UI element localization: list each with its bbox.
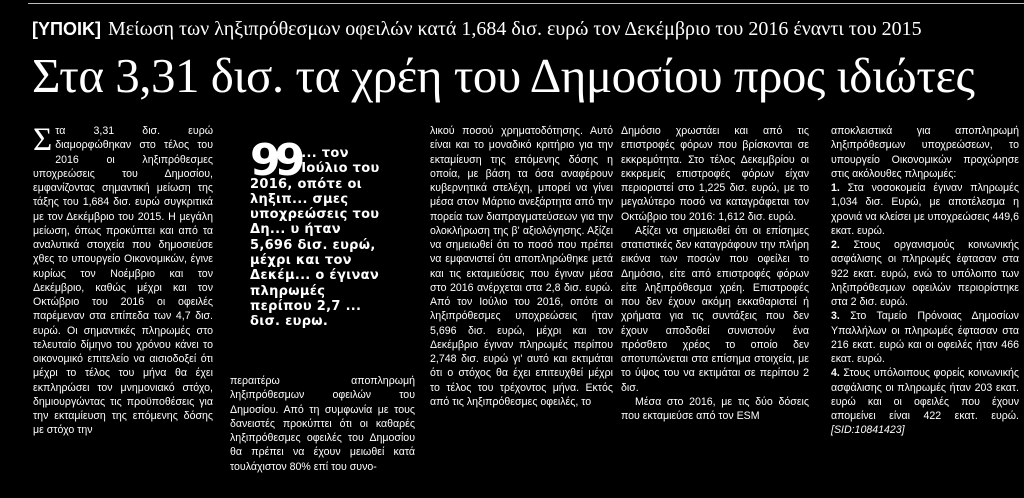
- paragraph: Μέσα στο 2016, με τις δύο δόσεις που εκταμιεύσε από τον ESM: [621, 395, 809, 422]
- kicker: [32, 16, 1017, 42]
- pull-quote-text: ... τον Ιούλιο του 2016, οπότε οι ληξιπ... σμες υποχρεώσεις του Δη... υ ήταν 5,696 δισ. ευρώ, μέχρι και τον Δεκέμ... ο έγιναν πληρωμές περίπου 2,7 ... δισ. ευρω.: [250, 146, 380, 330]
- list-number: 2.: [831, 239, 840, 251]
- lead-paragraph: [33, 124, 213, 438]
- section-tag: [ΥΠΟΙΚ]: [32, 19, 101, 39]
- list-item-text: Στους υπόλοιπους φορείς κοινωνικής ασφάλισης οι πληρωμές ήταν 203 εκατ. ευρώ και οι οφειλές που έχουν απομείνει είναι 422 εκατ. ευρώ.: [831, 367, 1020, 422]
- headline: Στα 3,31 δισ. τα χρέη του Δημοσίου προς ιδιώτες: [32, 48, 975, 103]
- list-item: [831, 181, 1019, 238]
- paragraph: Δημόσιο χρωστάει και από τις επιστροφές φόρων που βρίσκονται σε εκκρεμότητα. Στο τέλος Δεκεμβρίου οι εκκρεμείς επιστροφές φόρων είχαν περιοριστεί στο 1,225 δισ. ευρώ, με το μεγαλύτερο ποσό να καταγράφεται τον Οκτώβριο του 2016: 1,612 δισ. ευρώ.: [621, 125, 809, 223]
- pull-quote: [250, 135, 380, 330]
- list-number: 4.: [831, 367, 840, 380]
- article-column-4: [621, 124, 809, 423]
- list-number: 1.: [831, 182, 840, 194]
- source-id: [SID:10841423]: [831, 424, 905, 437]
- lead-text: τα 3,31 δισ. ευρώ διαμορφώθηκαν στο τέλος του 2016 οι ληξιπρόθεσμες υποχρεώσεις του Δημοσίου, εμφανίζοντας σημαντική μείωση της τάξης του 1,684 δισ. ευρώ συγκριτικά με τον Δεκέμβριο του 2015. Η μεγάλη μείωση, όπως προκύπτει και από τα αναλυτικά στοιχεία που δημοσιεύσε χθες το υπουργείο Οικονομικών, έγινε κυρίως τον Νοέμβριο και τον Δεκέμβριο, καθώς μέχρι και τον Οκτώβριο του 2016 οι οφειλές παρέμεναν στα επίπεδα των 4,7 δισ. ευρώ. Οι σημαντικές πληρωμές στο τελευταίο δίμηνο του χρόνου κάνει το οικονομικό επιτελείο να αισιοδοξεί ότι μέχρι το τέλος του μήνα θα έχει εκπληρώσει τον μνημονιακό στόχο, δημιουργώντας τις προϋποθέσεις για την εκταμίευση της επόμενης δόσης με στόχο την: [33, 125, 213, 437]
- list-item: [831, 309, 1019, 366]
- paragraph: περαιτέρω αποπληρωμή ληξιπρόθεσμων οφειλών του Δημοσίου. Από τη συμφωνία με τους δανειστές προκύπτει ότι οι καθαρές ληξιπρόθεσμες οφειλές του Δημοσίου θα πρέπει να έχουν μειωθεί κατά τουλάχιστον 80% επί του συνο-: [230, 375, 415, 473]
- paragraph: αποκλειστικά για αποπληρωμή ληξιπρόθεσμων υποχρεώσεων, το υπουργείο Οικονομικών προχώρησε στις ακόλουθες πληρωμές:: [831, 125, 1019, 180]
- list-number: 3.: [831, 310, 840, 323]
- quote-mark-icon: 99: [250, 135, 300, 186]
- article-column-5: [831, 124, 1019, 438]
- list-item: [831, 366, 1019, 437]
- kicker-text: Μείωση των ληξιπρόθεσμων οφειλών κατά 1,684 δισ. ευρώ τον Δεκέμβριο του 2016 έναντι του 2015: [108, 18, 922, 40]
- article-column-2: [230, 374, 415, 474]
- paragraph: λικού ποσού χρηματοδότησης. Αυτό είναι και το μοναδικό κριτήριο για την εκταμίευση της επόμενης δόσης η οποία, με βάση τα όσα αναφέρουν κυβερνητικά στελέχη, μπορεί να γίνει μέσα στον Μάρτιο ανεξάρτητα από την πορεία των διαπραγματεύσεων για την ολοκλήρωση της β' αξιολόγησης. Αξίζει να σημειωθεί ότι το ποσό που πρέπει να εμφανιστεί ότι αποπληρώθηκε μετά και τις εκταμιεύσεις που έγιναν μέσα στο 2016 ανέρχεται στα 2,8 δισ. ευρώ. Από τον Ιούλιο του 2016, οπότε οι ληξιπρόθεσμες υποχρεώσεις ήταν 5,696 δισ. ευρώ, μέχρι και τον Δεκέμβριο έγιναν πληρωμές περίπου 2,748 δισ. ευρώ γι' αυτό και εκτιμάται ότι ο στόχος θα έχει επιτευχθεί μέχρι το τέλος του τρέχοντος μήνα. Εκτός από τις ληξιπρόθεσμες οφειλές, το: [430, 125, 613, 408]
- list-item-text: Στα νοσοκομεία έγιναν πληρωμές 1,034 δισ. Ευρώ, με αποτέλεσμα η χρονιά να κλείσει με υποχρεώσεις 449,6 εκατ. ευρώ.: [831, 182, 1019, 237]
- top-rule: [28, 3, 1024, 4]
- paragraph: Αξίζει να σημειωθεί ότι οι επίσημες στατιστικές δεν καταγράφουν την πλήρη εικόνα των ποσών που οφείλει το Δημόσιο, είτε από επιστροφές φόρων είτε ληξιπρόθεσμα χρέη. Επιστροφές που δεν έχουν ακόμη εκκαθαριστεί ή χρήματα για τις συντάξεις που δεν έχουν αποδοθεί συνιστούν ένα πρόσθετο χρέος το οποίο δεν αποτυπώνεται στα επίσημα στοιχεία, με το ύψος του να εκτιμάται σε περίπου 2 δισ.: [621, 224, 809, 394]
- article-column-1: [33, 124, 213, 438]
- list-item: [831, 238, 1019, 309]
- drop-cap: Σ: [33, 122, 53, 158]
- list-item-text: Στο Ταμείο Πρόνοιας Δημοσίων Υπαλλήλων οι πληρωμές έφτασαν στα 216 εκατ. ευρώ και οι οφειλές ήταν 466 εκατ. ευρώ.: [831, 310, 1019, 365]
- list-item-text: Στους οργανισμούς κοινωνικής ασφάλισης οι πληρωμές έφτασαν στα 922 εκατ. ευρώ, ενώ το υπόλοιπο των ληξιπρόθεσμων οφειλών περιορίστηκε στα 2 δισ. ευρώ.: [831, 239, 1019, 308]
- article-column-3: [430, 124, 613, 409]
